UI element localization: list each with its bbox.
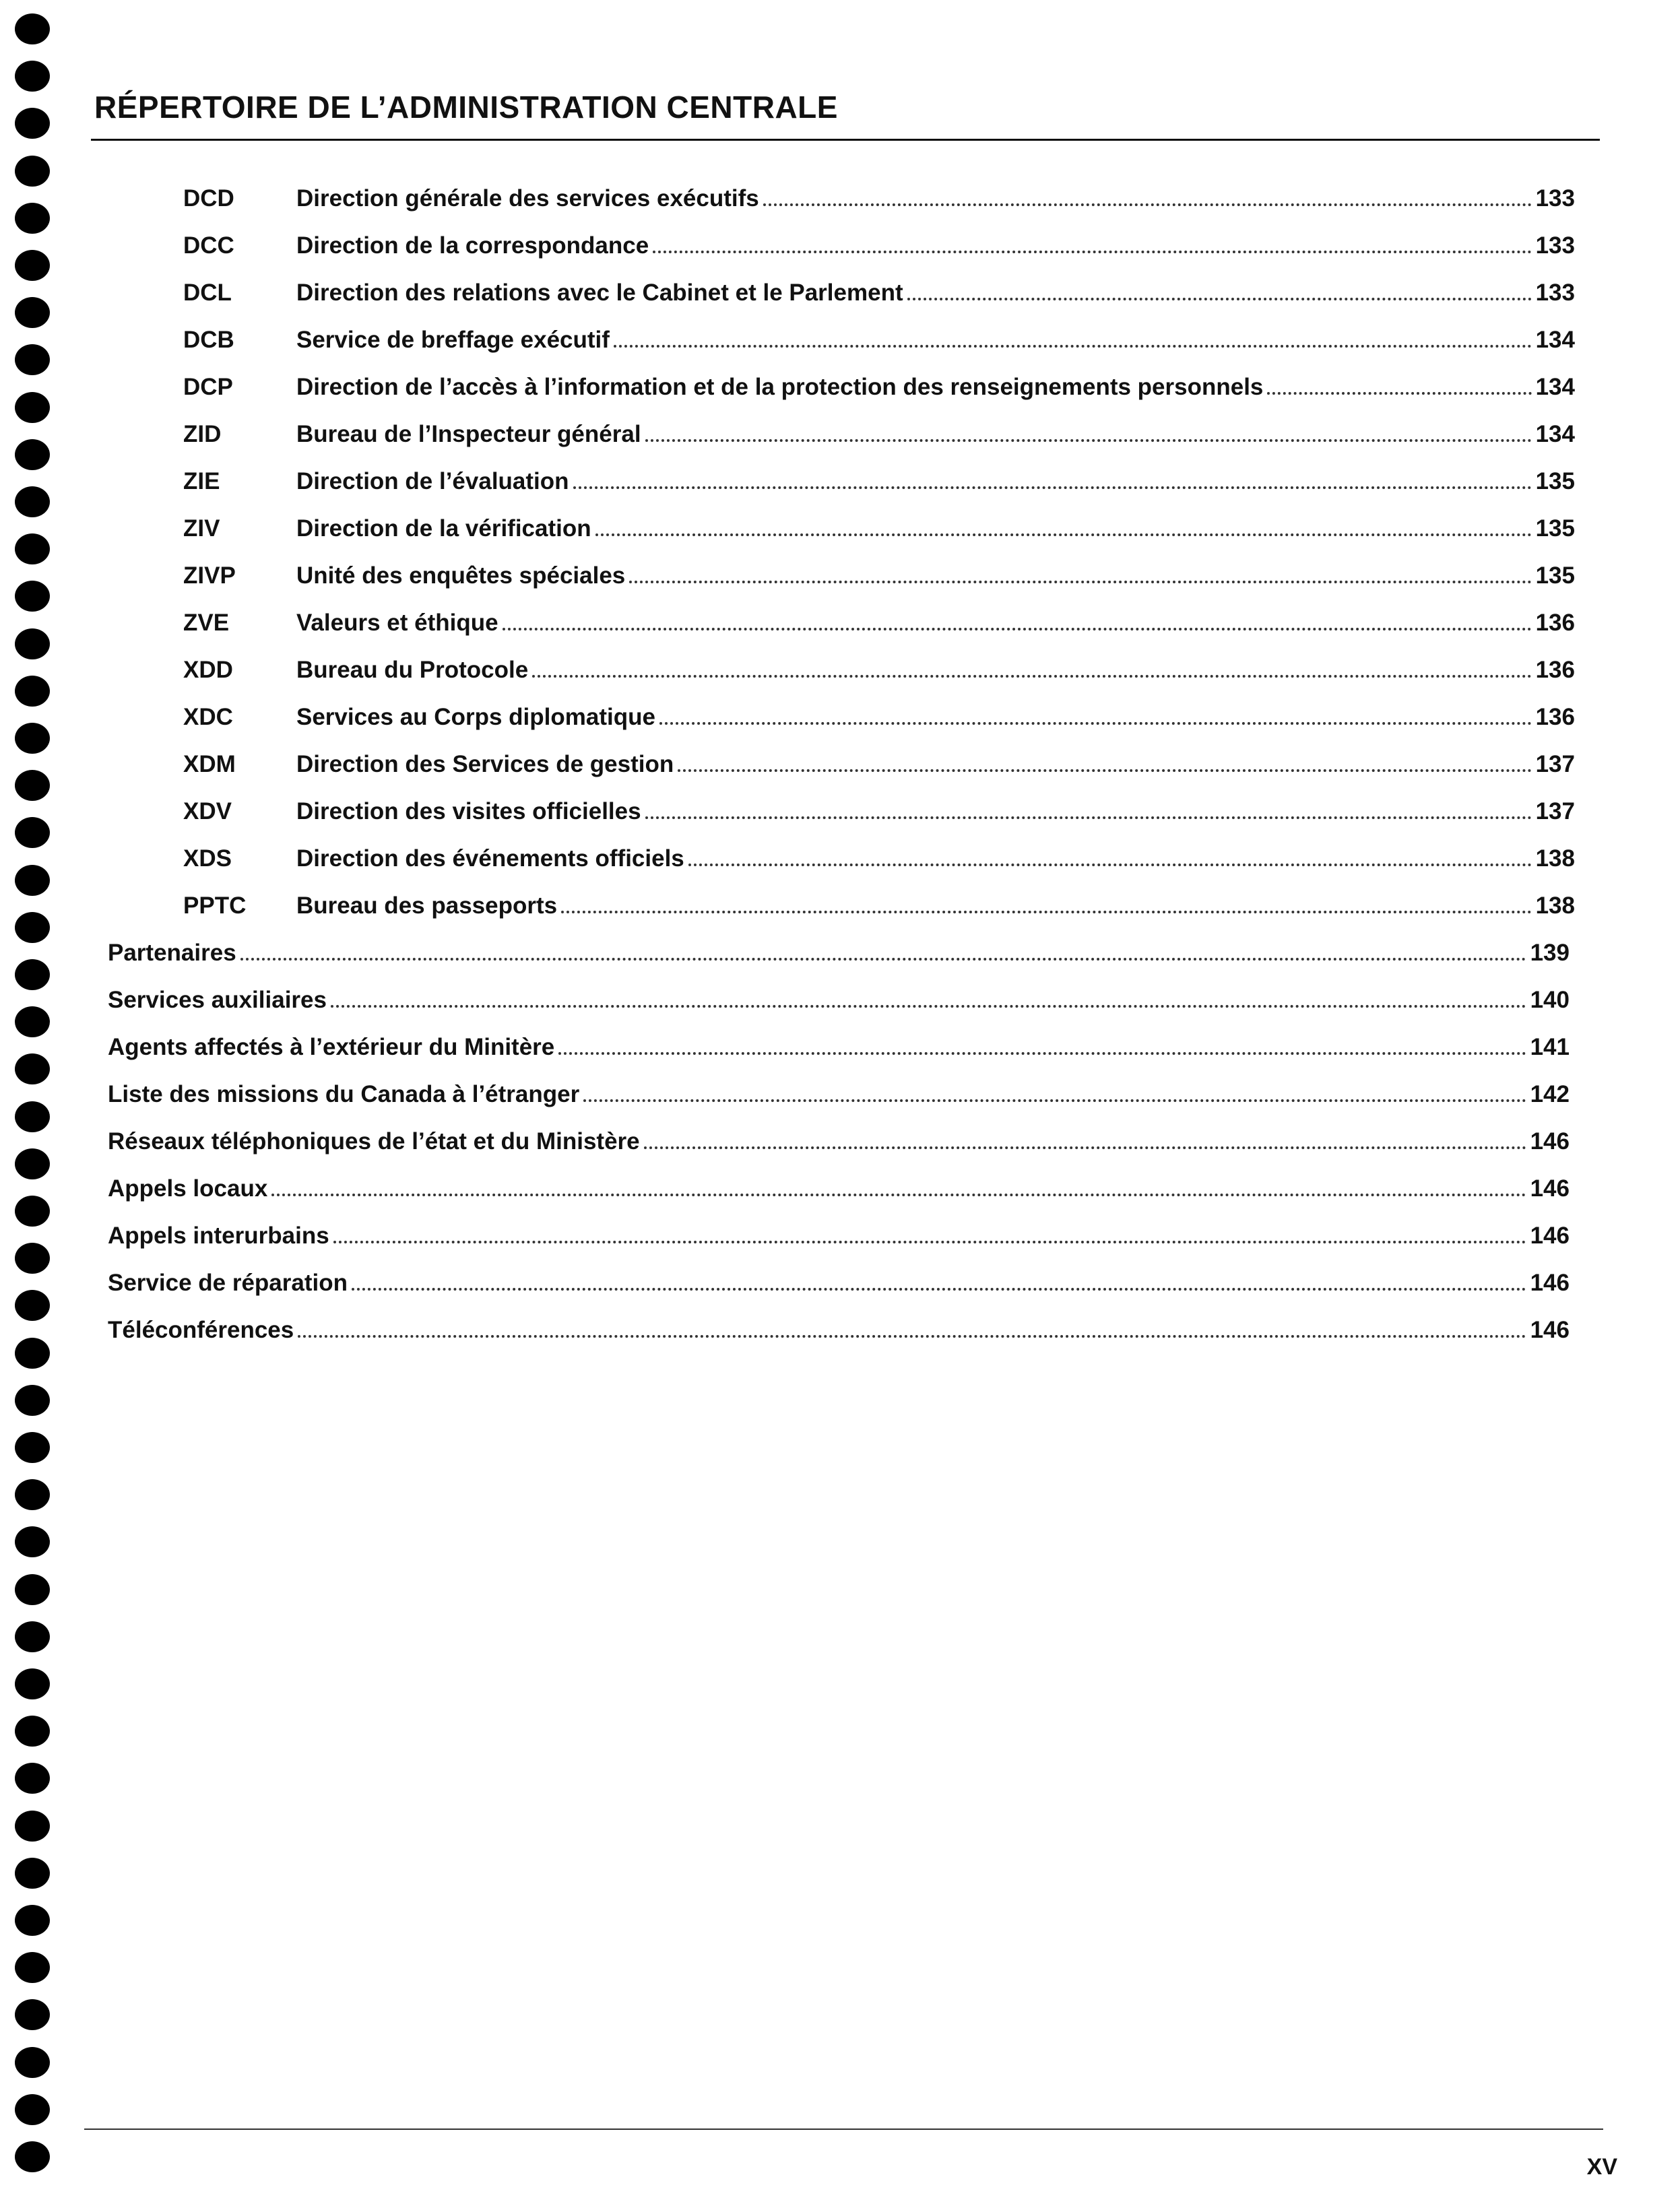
binding-hole: [15, 533, 50, 564]
toc-entry-page: 146: [1530, 1128, 1570, 1155]
binding-hole: [15, 1196, 50, 1227]
binding-hole: [15, 912, 50, 943]
toc-entry[interactable]: [183, 459, 1575, 493]
binding-hole: [15, 817, 50, 848]
toc-entry[interactable]: [183, 884, 1575, 917]
toc-entry-title: Services auxiliaires: [108, 987, 327, 1013]
toc-entry[interactable]: [108, 1214, 1570, 1247]
toc-entry[interactable]: [183, 648, 1575, 682]
toc-entry[interactable]: [108, 1072, 1570, 1106]
spiral-binding: [15, 13, 55, 2196]
toc-entry-title: Direction de la vérification: [296, 515, 591, 542]
toc-entry-title: Direction des relations avec le Cabinet et le Parlement: [296, 280, 903, 306]
toc-entry-page: 136: [1535, 610, 1575, 636]
binding-hole: [15, 1621, 50, 1652]
binding-hole: [15, 1338, 50, 1369]
binding-hole: [15, 203, 50, 234]
toc-entry[interactable]: [108, 978, 1570, 1012]
toc-entry-code: PPTC: [183, 892, 247, 919]
binding-hole: [15, 1999, 50, 2030]
toc-entry-code: ZIE: [183, 468, 220, 494]
toc-entry-page: 136: [1535, 657, 1575, 683]
binding-hole: [15, 2141, 50, 2172]
binding-hole: [15, 1668, 50, 1699]
binding-hole: [15, 13, 50, 44]
dot-leader: [532, 675, 1531, 678]
binding-hole: [15, 1006, 50, 1037]
dot-leader: [645, 439, 1532, 442]
binding-hole: [15, 1243, 50, 1274]
toc-entry-code: DCD: [183, 185, 234, 212]
toc-entry-page: 135: [1535, 562, 1575, 589]
dot-leader: [503, 628, 1532, 630]
toc-entry-page: 133: [1535, 232, 1575, 259]
toc-entry-title: Valeurs et éthique: [296, 610, 498, 636]
toc-entry-page: 146: [1530, 1175, 1570, 1202]
toc-entry-title: Direction des Services de gestion: [296, 751, 674, 777]
binding-hole: [15, 1858, 50, 1889]
toc-entry-title: Liste des missions du Canada à l’étranger: [108, 1081, 580, 1107]
toc-entry-page: 133: [1535, 185, 1575, 212]
toc-entry-code: XDC: [183, 704, 233, 730]
dot-leader: [352, 1288, 1526, 1291]
toc-entry-page: 133: [1535, 280, 1575, 306]
toc-entry-page: 138: [1535, 892, 1575, 919]
toc-entry[interactable]: [183, 412, 1575, 446]
toc-entry-title: Direction de l’accès à l’information et de la protection des renseignements personnels: [296, 374, 1264, 400]
toc-entry[interactable]: [108, 1025, 1570, 1059]
binding-hole: [15, 1385, 50, 1416]
dot-leader: [583, 1099, 1526, 1102]
binding-hole: [15, 1432, 50, 1463]
toc-entry[interactable]: [108, 1167, 1570, 1200]
dot-leader: [763, 203, 1532, 206]
binding-hole: [15, 959, 50, 990]
binding-hole: [15, 581, 50, 612]
dot-leader: [573, 486, 1532, 489]
binding-hole: [15, 108, 50, 139]
binding-hole: [15, 865, 50, 896]
toc-entry-code: DCC: [183, 232, 234, 259]
binding-hole: [15, 344, 50, 375]
dot-leader: [645, 816, 1532, 819]
dot-leader: [561, 911, 1532, 913]
dot-leader: [331, 1005, 1526, 1008]
toc-entry-title: Direction générale des services exécutifs: [296, 185, 759, 212]
toc-entry-title: Direction des visites officielles: [296, 798, 641, 824]
dot-leader: [595, 533, 1532, 536]
toc-entry-page: 139: [1530, 940, 1570, 966]
toc-entry-page: 134: [1535, 327, 1575, 353]
toc-entry-page: 135: [1535, 515, 1575, 542]
toc-entry[interactable]: [183, 837, 1575, 870]
toc-entry-code: DCL: [183, 280, 232, 306]
binding-hole: [15, 723, 50, 754]
binding-hole: [15, 61, 50, 92]
toc-entry[interactable]: [183, 176, 1575, 210]
toc-entry[interactable]: [183, 601, 1575, 635]
toc-entry-title: Direction de la correspondance: [296, 232, 649, 259]
page-title: RÉPERTOIRE DE L’ADMINISTRATION CENTRALE: [94, 90, 838, 125]
toc-entry[interactable]: [183, 507, 1575, 540]
toc-entry-page: 142: [1530, 1081, 1570, 1107]
toc-entry-title: Direction des événements officiels: [296, 845, 684, 872]
toc-entry-code: ZIV: [183, 515, 220, 542]
toc-entry-page: 134: [1535, 421, 1575, 447]
dot-leader: [614, 345, 1532, 348]
toc-entry[interactable]: [183, 554, 1575, 587]
binding-hole: [15, 676, 50, 707]
dot-leader: [653, 251, 1531, 253]
binding-hole: [15, 156, 50, 187]
dot-leader: [271, 1194, 1526, 1196]
binding-hole: [15, 2094, 50, 2125]
toc-entry-title: Services au Corps diplomatique: [296, 704, 655, 730]
dot-leader: [240, 958, 1526, 961]
toc-entry-page: 135: [1535, 468, 1575, 494]
toc-entry[interactable]: [183, 789, 1575, 823]
toc-entry-page: 137: [1535, 751, 1575, 777]
page-number: XV: [1586, 2154, 1617, 2180]
toc-entry-page: 141: [1530, 1034, 1570, 1060]
toc-entry[interactable]: [108, 1308, 1570, 1342]
toc-entry-page: 136: [1535, 704, 1575, 730]
dot-leader: [298, 1335, 1526, 1338]
dot-leader: [659, 722, 1532, 725]
toc-entry-page: 146: [1530, 1223, 1570, 1249]
toc-entry-title: Appels locaux: [108, 1175, 268, 1202]
toc-entry-code: ZIVP: [183, 562, 236, 589]
binding-hole: [15, 1148, 50, 1179]
binding-hole: [15, 2047, 50, 2078]
toc-entry-title: Partenaires: [108, 940, 236, 966]
toc-entry-title: Appels interurbains: [108, 1223, 329, 1249]
toc-entry-title: Réseaux téléphoniques de l’état et du Ministère: [108, 1128, 640, 1155]
toc-entry-code: ZID: [183, 421, 222, 447]
toc-entry-code: XDS: [183, 845, 232, 872]
toc-entry[interactable]: [183, 224, 1575, 257]
binding-hole: [15, 628, 50, 659]
binding-hole: [15, 1290, 50, 1321]
binding-hole: [15, 439, 50, 470]
toc-entry-page: 140: [1530, 987, 1570, 1013]
toc-entry-page: 137: [1535, 798, 1575, 824]
toc-entry-title: Unité des enquêtes spéciales: [296, 562, 626, 589]
binding-hole: [15, 486, 50, 517]
toc-entry-title: Service de breffage exécutif: [296, 327, 610, 353]
toc-entry[interactable]: [183, 318, 1575, 352]
toc-entry-code: ZVE: [183, 610, 230, 636]
toc-entry-title: Bureau des passeports: [296, 892, 558, 919]
binding-hole: [15, 1905, 50, 1936]
footer-divider: [84, 2128, 1603, 2130]
toc-entry-page: 138: [1535, 845, 1575, 872]
dot-leader: [644, 1146, 1526, 1149]
binding-hole: [15, 250, 50, 281]
binding-hole: [15, 770, 50, 801]
toc-entry[interactable]: [183, 271, 1575, 304]
title-divider: [91, 139, 1600, 141]
toc-entry-page: 146: [1530, 1317, 1570, 1343]
toc-entry[interactable]: [108, 1261, 1570, 1295]
toc-entry-code: DCP: [183, 374, 233, 400]
binding-hole: [15, 1811, 50, 1842]
toc-entry[interactable]: [108, 1119, 1570, 1153]
binding-hole: [15, 1763, 50, 1794]
binding-hole: [15, 1716, 50, 1747]
toc-entry-page: 146: [1530, 1270, 1570, 1296]
dot-leader: [629, 581, 1531, 583]
binding-hole: [15, 297, 50, 328]
binding-hole: [15, 1053, 50, 1084]
toc-entry-code: DCB: [183, 327, 234, 353]
binding-hole: [15, 1526, 50, 1557]
toc-entry-title: Bureau de l’Inspecteur général: [296, 421, 641, 447]
dot-leader: [1267, 392, 1531, 395]
binding-hole: [15, 392, 50, 423]
toc-entry-title: Agents affectés à l’extérieur du Minitère: [108, 1034, 555, 1060]
dot-leader: [678, 769, 1531, 772]
toc-entry-title: Bureau du Protocole: [296, 657, 529, 683]
toc-entry[interactable]: [108, 931, 1570, 965]
toc-entry-title: Service de réparation: [108, 1270, 348, 1296]
binding-hole: [15, 1574, 50, 1605]
toc-entry[interactable]: [183, 695, 1575, 729]
dot-leader: [907, 298, 1532, 300]
toc-entry[interactable]: [183, 742, 1575, 776]
binding-hole: [15, 1952, 50, 1983]
toc-entry-page: 134: [1535, 374, 1575, 400]
binding-hole: [15, 1479, 50, 1510]
toc-entry-code: XDV: [183, 798, 232, 824]
toc-entry-title: Téléconférences: [108, 1317, 294, 1343]
toc-entry-code: XDD: [183, 657, 233, 683]
dot-leader: [333, 1241, 1526, 1243]
binding-hole: [15, 1101, 50, 1132]
dot-leader: [558, 1052, 1526, 1055]
dot-leader: [688, 864, 1532, 866]
toc-entry-code: XDM: [183, 751, 236, 777]
toc-entry[interactable]: [183, 365, 1575, 399]
toc-entry-title: Direction de l’évaluation: [296, 468, 569, 494]
